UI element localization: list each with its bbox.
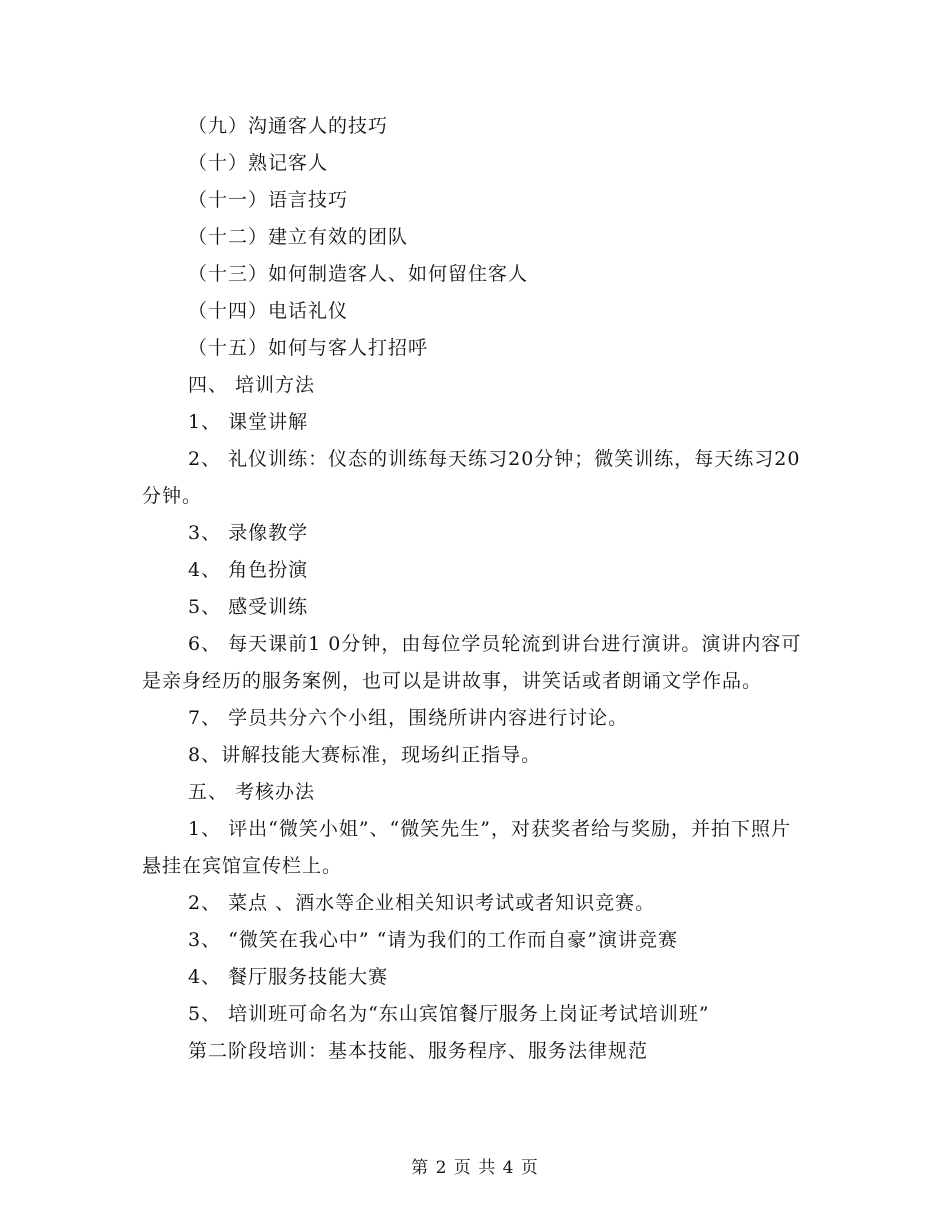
paragraph-item-10: （十）熟记客人	[188, 152, 329, 174]
document-body	[142, 108, 810, 1070]
method-item-6: 6、 每天课前1 0分钟，由每位学员轮流到讲台进行演讲。演讲内容可是亲身经历的服务案例，也可以是讲故事，讲笑话或者朗诵文学作品。	[142, 633, 802, 692]
paragraph-item-11: （十一）语言技巧	[188, 189, 349, 211]
assessment-item-4: 4、 餐厅服务技能大赛	[188, 966, 389, 988]
method-item-5: 5、 感受训练	[188, 596, 309, 618]
method-item-2: 2、 礼仪训练：仪态的训练每天练习20分钟；微笑训练，每天练习20分钟。	[142, 448, 801, 507]
paragraph-item-12: （十二）建立有效的团队	[188, 226, 409, 248]
section-heading-assessment: 五、 考核办法	[188, 781, 316, 803]
stage-two-heading: 第二阶段培训：基本技能、服务程序、服务法律规范	[188, 1040, 649, 1062]
section-heading-training-methods: 四、 培训方法	[188, 374, 316, 396]
method-item-4: 4、 角色扮演	[188, 559, 309, 581]
assessment-item-3: 3、 “微笑在我心中” “请为我们的工作而自豪”演讲竞赛	[188, 929, 679, 951]
assessment-item-1: 1、 评出“微笑小姐”、“微笑先生”，对获奖者给与奖励，并拍下照片悬挂在宾馆宣传栏上。	[142, 818, 791, 877]
paragraph-item-13: （十三）如何制造客人、如何留住客人	[188, 263, 529, 285]
method-item-8: 8、讲解技能大赛标准，现场纠正指导。	[188, 744, 542, 766]
paragraph-item-9: （九）沟通客人的技巧	[188, 115, 389, 137]
assessment-item-5: 5、 培训班可命名为“东山宾馆餐厅服务上岗证考试培训班”	[188, 1003, 710, 1025]
page-number-footer: 第 2 页 共 4 页	[411, 1158, 539, 1178]
paragraph-item-15: （十五）如何与客人打招呼	[188, 337, 429, 359]
paragraph-item-14: （十四）电话礼仪	[188, 300, 349, 322]
method-item-3: 3、 录像教学	[188, 522, 309, 544]
method-item-7: 7、 学员共分六个小组，围绕所讲内容进行讨论。	[188, 707, 629, 729]
method-item-1: 1、 课堂讲解	[188, 411, 309, 433]
assessment-item-2: 2、 菜点 、酒水等企业相关知识考试或者知识竞赛。	[188, 892, 656, 914]
